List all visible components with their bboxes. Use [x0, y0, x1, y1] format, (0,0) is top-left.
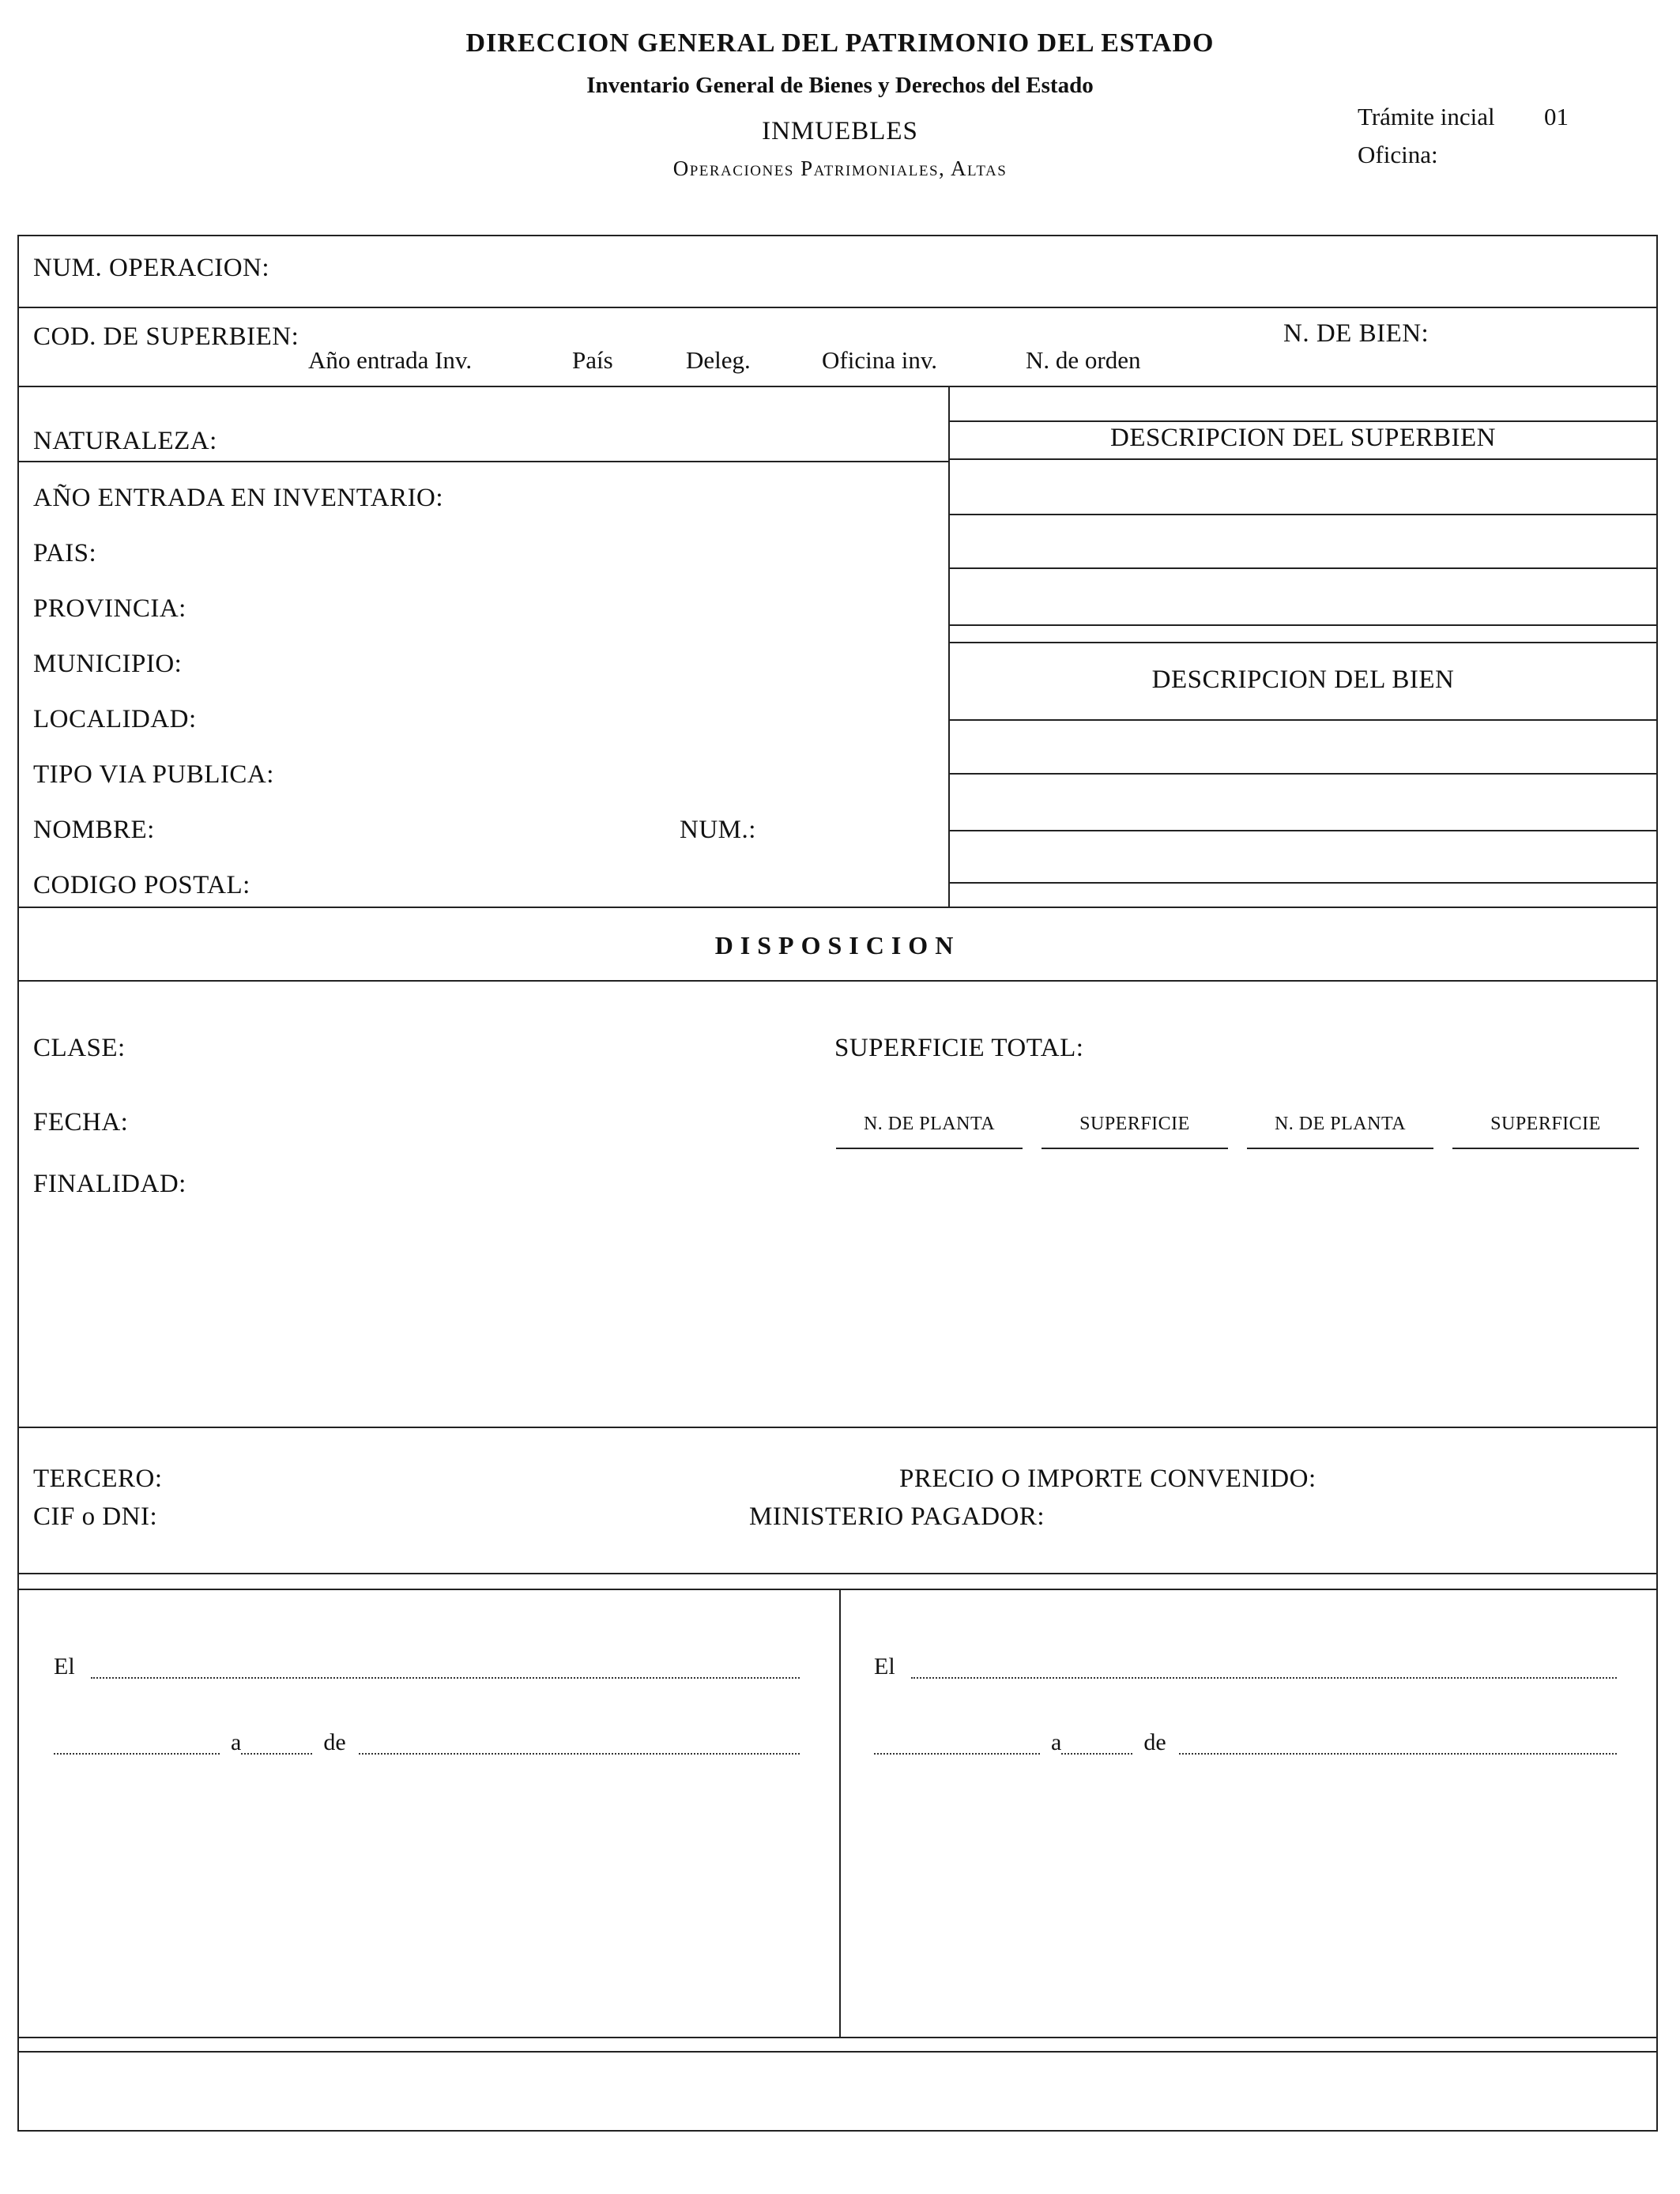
desc-line — [948, 624, 1658, 626]
superficie-total-label: SUPERFICIE TOTAL: — [834, 1034, 1084, 1062]
provincia-label: PROVINCIA: — [33, 594, 186, 623]
pais-code-label: País — [572, 346, 613, 374]
tercero-label: TERCERO: — [33, 1465, 163, 1493]
divider — [17, 2051, 1658, 2053]
clase-label: CLASE: — [33, 1034, 126, 1062]
ano-entrada-inventario-label: AÑO ENTRADA EN INVENTARIO: — [33, 484, 444, 512]
descripcion-superbien-heading: DESCRIPCION DEL SUPERBIEN — [1110, 424, 1496, 452]
dotted-blank — [54, 1737, 220, 1755]
n-orden-label: N. de orden — [1026, 346, 1141, 374]
divider — [17, 907, 1658, 908]
divider — [17, 980, 1658, 982]
finalidad-label: FINALIDAD: — [33, 1170, 186, 1198]
desc-line — [948, 420, 1658, 422]
desc-line — [948, 830, 1658, 831]
document-subtitle: Inventario General de Bienes y Derechos del Estado — [586, 73, 1094, 98]
descripcion-bien-heading: DESCRIPCION DEL BIEN — [1151, 665, 1455, 694]
el-label: El — [54, 1653, 75, 1679]
num-label: NUM.: — [680, 816, 756, 844]
tramite-value: 01 — [1544, 103, 1569, 130]
naturaleza-label: NATURALEZA: — [33, 427, 217, 455]
municipio-label: MUNICIPIO: — [33, 650, 183, 678]
divider — [17, 1573, 1658, 1574]
fecha-label: FECHA: — [33, 1108, 129, 1137]
ministerio-pagador-label: MINISTERIO PAGADOR: — [749, 1502, 1045, 1531]
signature-right-line1 — [874, 1655, 1617, 1679]
column-underline — [1042, 1148, 1228, 1149]
column-underline — [1452, 1148, 1639, 1149]
oficina-label: Oficina: — [1358, 141, 1438, 168]
desc-line — [948, 567, 1658, 569]
cod-superbien-label: COD. DE SUPERBIEN: — [33, 322, 299, 351]
divider — [17, 1589, 1658, 1590]
dotted-blank — [911, 1661, 1617, 1679]
ano-entrada-inv-label: Año entrada Inv. — [308, 346, 473, 374]
disposicion-heading: DISPOSICION — [714, 931, 961, 959]
section-title: INMUEBLES — [762, 117, 918, 145]
dotted-blank — [1061, 1737, 1132, 1755]
a-label: a — [231, 1729, 242, 1755]
divider — [17, 386, 1658, 387]
superficie-col-1: SUPERFICIE — [1079, 1114, 1190, 1134]
oficina-inv-label: Oficina inv. — [822, 346, 938, 374]
codigo-postal-label: CODIGO POSTAL: — [33, 871, 250, 899]
tramite-label: Trámite incial — [1358, 103, 1495, 130]
signature-right-line2 — [874, 1731, 1617, 1755]
dotted-blank — [91, 1661, 800, 1679]
cif-dni-label: CIF o DNI: — [33, 1502, 158, 1531]
tipo-via-label: TIPO VIA PUBLICA: — [33, 760, 274, 789]
divider — [17, 461, 950, 462]
n-bien-label: N. DE BIEN: — [1283, 319, 1430, 348]
dotted-blank — [241, 1737, 312, 1755]
de-label: de — [323, 1729, 346, 1755]
document-title: DIRECCION GENERAL DEL PATRIMONIO DEL ESTADO — [465, 28, 1215, 58]
el-label: El — [874, 1653, 895, 1679]
dotted-blank — [1179, 1737, 1617, 1755]
desc-line — [948, 773, 1658, 775]
desc-line — [948, 458, 1658, 460]
localidad-label: LOCALIDAD: — [33, 705, 197, 733]
dotted-blank — [874, 1737, 1040, 1755]
planta-col-1: N. DE PLANTA — [863, 1114, 996, 1134]
precio-importe-label: PRECIO O IMPORTE CONVENIDO: — [899, 1465, 1317, 1493]
signature-left-line2 — [54, 1731, 800, 1755]
desc-line — [948, 719, 1658, 721]
deleg-label: Deleg. — [686, 346, 751, 374]
form-frame — [17, 235, 1658, 2132]
num-operacion-label: NUM. OPERACION: — [33, 254, 270, 282]
de-label: de — [1143, 1729, 1166, 1755]
column-underline — [1247, 1148, 1433, 1149]
divider — [17, 2037, 1658, 2038]
planta-col-2: N. DE PLANTA — [1274, 1114, 1407, 1134]
a-label: a — [1051, 1729, 1062, 1755]
column-underline — [836, 1148, 1023, 1149]
operation-title: Operaciones Patrimoniales, Altas — [672, 156, 1008, 180]
desc-line — [948, 882, 1658, 884]
signature-left-line1 — [54, 1655, 800, 1679]
dotted-blank — [359, 1737, 800, 1755]
column-separator — [948, 386, 950, 907]
desc-line — [948, 514, 1658, 515]
superficie-col-2: SUPERFICIE — [1490, 1114, 1601, 1134]
divider — [17, 1427, 1658, 1428]
divider — [17, 307, 1658, 308]
column-separator — [839, 1589, 841, 2037]
desc-line — [948, 642, 1658, 643]
pais-label: PAIS: — [33, 539, 97, 567]
nombre-label: NOMBRE: — [33, 816, 155, 844]
